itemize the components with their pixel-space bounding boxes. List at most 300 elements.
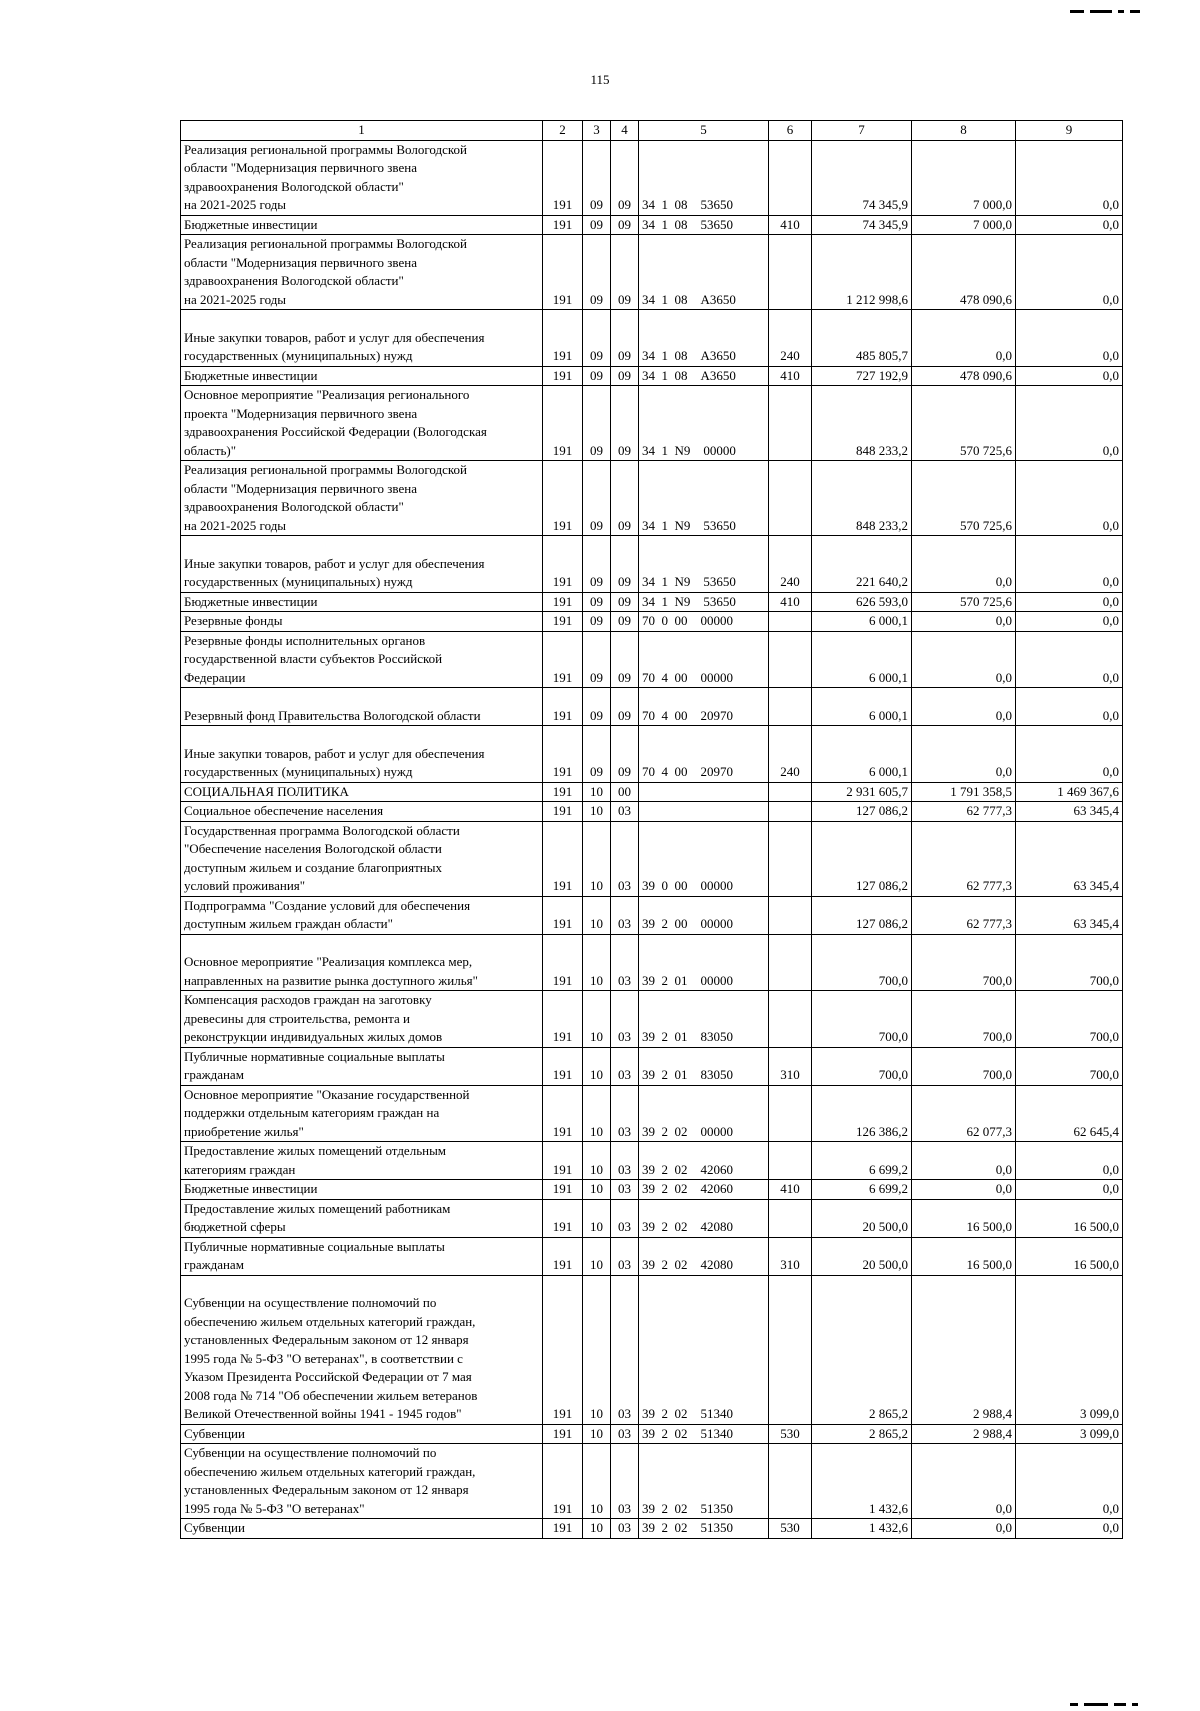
amount-col-7: 6 000,1 — [812, 688, 912, 726]
amount-col-7: 127 086,2 — [812, 821, 912, 896]
code-section: 10 — [583, 1237, 611, 1275]
table-row — [181, 802, 1123, 822]
row-name: Основное мероприятие "Реализация регионального проекта "Модернизация первичного звена здравоохранения Российской Федерации (Вологодская область)" — [181, 386, 543, 461]
code-section: 10 — [583, 1424, 611, 1444]
code-subsection: 09 — [611, 536, 639, 593]
code-section: 10 — [583, 896, 611, 934]
column-number: 2 — [543, 121, 583, 141]
code-target: 34 1 N9 53650 — [639, 461, 769, 536]
code-admin: 191 — [543, 1519, 583, 1539]
amount-col-9: 0,0 — [1016, 386, 1123, 461]
column-number: 3 — [583, 121, 611, 141]
code-subsection: 09 — [611, 631, 639, 688]
row-name: Субвенции на осуществление полномочий по обеспечению жильем отдельных категорий граждан, установленных Федеральным законом от 12 января 1995 года № 5-ФЗ "О ветеранах" — [181, 1444, 543, 1519]
code-expense-type — [769, 1275, 812, 1424]
code-target: 34 1 08 А3650 — [639, 366, 769, 386]
amount-col-7: 626 593,0 — [812, 592, 912, 612]
amount-col-8: 570 725,6 — [912, 461, 1016, 536]
row-name: Резервный фонд Правительства Вологодской области — [181, 688, 543, 726]
row-name: Государственная программа Вологодской области "Обеспечение населения Вологодской области доступным жильем и создание благоприятных условий проживания" — [181, 821, 543, 896]
code-expense-type: 240 — [769, 536, 812, 593]
code-subsection: 03 — [611, 1444, 639, 1519]
amount-col-7: 6 000,1 — [812, 726, 912, 783]
table-row — [181, 934, 1123, 991]
amount-col-7: 2 865,2 — [812, 1275, 912, 1424]
code-subsection: 03 — [611, 1519, 639, 1539]
table-row — [181, 688, 1123, 726]
budget-table — [180, 120, 1123, 1539]
amount-col-8: 0,0 — [912, 1519, 1016, 1539]
table-row — [181, 140, 1123, 215]
amount-col-8: 700,0 — [912, 1047, 1016, 1085]
amount-col-8: 62 777,3 — [912, 896, 1016, 934]
amount-col-9: 0,0 — [1016, 1180, 1123, 1200]
table-row — [181, 896, 1123, 934]
code-subsection: 09 — [611, 461, 639, 536]
code-section: 10 — [583, 1275, 611, 1424]
code-section: 10 — [583, 991, 611, 1048]
code-admin: 191 — [543, 536, 583, 593]
row-name: Основное мероприятие "Реализация комплекса мер, направленных на развитие рынка доступного жилья" — [181, 934, 543, 991]
code-admin: 191 — [543, 140, 583, 215]
amount-col-8: 0,0 — [912, 310, 1016, 367]
code-admin: 191 — [543, 310, 583, 367]
code-target: 34 1 08 53650 — [639, 140, 769, 215]
amount-col-9: 0,0 — [1016, 631, 1123, 688]
row-name: Бюджетные инвестиции — [181, 1180, 543, 1200]
code-subsection: 09 — [611, 310, 639, 367]
amount-col-7: 700,0 — [812, 991, 912, 1048]
amount-col-9: 0,0 — [1016, 310, 1123, 367]
row-name: Публичные нормативные социальные выплаты гражданам — [181, 1237, 543, 1275]
row-name: Резервные фонды исполнительных органов государственной власти субъектов Российской Федерации — [181, 631, 543, 688]
code-admin: 191 — [543, 215, 583, 235]
code-admin: 191 — [543, 1180, 583, 1200]
code-target: 34 1 N9 53650 — [639, 592, 769, 612]
code-target: 39 2 01 00000 — [639, 934, 769, 991]
code-admin: 191 — [543, 386, 583, 461]
code-section: 10 — [583, 1142, 611, 1180]
row-name: Субвенции на осуществление полномочий по обеспечению жильем отдельных категорий граждан, установленных Федеральным законом от 12 января 1995 года № 5-ФЗ "О ветеранах", в соответствии с Указом Президента Российской Федерации от 7 мая 2008 года № 714 "Об обеспечении жильем ветеранов Великой Отечественной войны 1941 - 1945 годов" — [181, 1275, 543, 1424]
table-row — [181, 310, 1123, 367]
code-target: 39 2 02 51340 — [639, 1275, 769, 1424]
code-target: 39 0 00 00000 — [639, 821, 769, 896]
table-row — [181, 536, 1123, 593]
amount-col-8: 0,0 — [912, 1180, 1016, 1200]
code-subsection: 09 — [611, 688, 639, 726]
amount-col-8: 0,0 — [912, 536, 1016, 593]
amount-col-9: 3 099,0 — [1016, 1424, 1123, 1444]
code-expense-type — [769, 1085, 812, 1142]
table-row — [181, 1199, 1123, 1237]
code-expense-type — [769, 896, 812, 934]
amount-col-7: 1 432,6 — [812, 1444, 912, 1519]
amount-col-8: 1 791 358,5 — [912, 782, 1016, 802]
code-expense-type — [769, 934, 812, 991]
code-subsection: 03 — [611, 991, 639, 1048]
row-name: Компенсация расходов граждан на заготовку древесины для строительства, ремонта и реконструкции индивидуальных жилых домов — [181, 991, 543, 1048]
code-expense-type — [769, 688, 812, 726]
amount-col-9: 0,0 — [1016, 688, 1123, 726]
code-admin: 191 — [543, 802, 583, 822]
amount-col-8: 62 777,3 — [912, 802, 1016, 822]
amount-col-9: 0,0 — [1016, 461, 1123, 536]
row-name: Предоставление жилых помещений отдельным категориям граждан — [181, 1142, 543, 1180]
code-expense-type: 410 — [769, 366, 812, 386]
amount-col-8: 478 090,6 — [912, 366, 1016, 386]
row-name: Социальное обеспечение населения — [181, 802, 543, 822]
column-number: 5 — [639, 121, 769, 141]
amount-col-8: 478 090,6 — [912, 235, 1016, 310]
code-admin: 191 — [543, 612, 583, 632]
amount-col-9: 0,0 — [1016, 1142, 1123, 1180]
code-admin: 191 — [543, 1424, 583, 1444]
scan-edge-mark-top — [1070, 0, 1180, 4]
row-name: Иные закупки товаров, работ и услуг для обеспечения государственных (муниципальных) нужд — [181, 536, 543, 593]
amount-col-7: 1 212 998,6 — [812, 235, 912, 310]
code-section: 10 — [583, 1444, 611, 1519]
code-section: 09 — [583, 235, 611, 310]
table-row — [181, 1424, 1123, 1444]
amount-col-8: 0,0 — [912, 612, 1016, 632]
amount-col-8: 700,0 — [912, 991, 1016, 1048]
code-subsection: 03 — [611, 1199, 639, 1237]
amount-col-9: 0,0 — [1016, 215, 1123, 235]
code-subsection: 00 — [611, 782, 639, 802]
code-section: 09 — [583, 386, 611, 461]
amount-col-9: 63 345,4 — [1016, 821, 1123, 896]
code-admin: 191 — [543, 821, 583, 896]
amount-col-8: 570 725,6 — [912, 386, 1016, 461]
column-number: 7 — [812, 121, 912, 141]
amount-col-9: 0,0 — [1016, 1519, 1123, 1539]
table-row — [181, 592, 1123, 612]
row-name: Бюджетные инвестиции — [181, 592, 543, 612]
amount-col-7: 6 000,1 — [812, 631, 912, 688]
amount-col-7: 221 640,2 — [812, 536, 912, 593]
amount-col-9: 16 500,0 — [1016, 1199, 1123, 1237]
amount-col-8: 62 077,3 — [912, 1085, 1016, 1142]
table-row — [181, 991, 1123, 1048]
code-expense-type — [769, 802, 812, 822]
row-name: Субвенции — [181, 1519, 543, 1539]
code-subsection: 03 — [611, 1047, 639, 1085]
code-section: 09 — [583, 366, 611, 386]
code-subsection: 03 — [611, 1180, 639, 1200]
code-target: 39 2 00 00000 — [639, 896, 769, 934]
code-subsection: 03 — [611, 821, 639, 896]
amount-col-8: 0,0 — [912, 1142, 1016, 1180]
code-expense-type: 240 — [769, 310, 812, 367]
table-row — [181, 215, 1123, 235]
code-expense-type: 310 — [769, 1047, 812, 1085]
code-section: 10 — [583, 802, 611, 822]
amount-col-7: 126 386,2 — [812, 1085, 912, 1142]
amount-col-7: 6 699,2 — [812, 1142, 912, 1180]
code-expense-type — [769, 1199, 812, 1237]
amount-col-9: 63 345,4 — [1016, 802, 1123, 822]
code-expense-type: 410 — [769, 1180, 812, 1200]
amount-col-9: 63 345,4 — [1016, 896, 1123, 934]
amount-col-9: 0,0 — [1016, 612, 1123, 632]
code-expense-type — [769, 782, 812, 802]
code-subsection: 03 — [611, 1424, 639, 1444]
code-section: 10 — [583, 1519, 611, 1539]
table-row — [181, 386, 1123, 461]
amount-col-8: 0,0 — [912, 631, 1016, 688]
row-name: СОЦИАЛЬНАЯ ПОЛИТИКА — [181, 782, 543, 802]
table-row — [181, 726, 1123, 783]
page-number: 115 — [590, 72, 610, 87]
code-subsection: 03 — [611, 802, 639, 822]
code-target: 39 2 02 00000 — [639, 1085, 769, 1142]
code-section: 10 — [583, 821, 611, 896]
code-target: 34 1 N9 53650 — [639, 536, 769, 593]
amount-col-8: 7 000,0 — [912, 140, 1016, 215]
amount-col-8: 7 000,0 — [912, 215, 1016, 235]
row-name: Бюджетные инвестиции — [181, 215, 543, 235]
code-section: 09 — [583, 726, 611, 783]
code-admin: 191 — [543, 934, 583, 991]
amount-col-7: 74 345,9 — [812, 140, 912, 215]
code-subsection: 03 — [611, 896, 639, 934]
code-target: 39 2 01 83050 — [639, 991, 769, 1048]
code-expense-type — [769, 612, 812, 632]
table-row — [181, 1519, 1123, 1539]
amount-col-9: 0,0 — [1016, 140, 1123, 215]
table-row — [181, 1085, 1123, 1142]
amount-col-9: 0,0 — [1016, 366, 1123, 386]
row-name: Реализация региональной программы Вологодской области "Модернизация первичного звена здравоохранения Вологодской области" на 2021-2025 годы — [181, 461, 543, 536]
amount-col-9: 1 469 367,6 — [1016, 782, 1123, 802]
column-number: 1 — [181, 121, 543, 141]
code-admin: 191 — [543, 726, 583, 783]
code-target: 39 2 02 42060 — [639, 1180, 769, 1200]
code-admin: 191 — [543, 1047, 583, 1085]
code-target: 39 2 02 42080 — [639, 1237, 769, 1275]
code-target: 70 0 00 00000 — [639, 612, 769, 632]
code-subsection: 09 — [611, 366, 639, 386]
code-target: 70 4 00 20970 — [639, 726, 769, 783]
column-number-row — [181, 121, 1123, 141]
code-expense-type — [769, 235, 812, 310]
row-name: Публичные нормативные социальные выплаты гражданам — [181, 1047, 543, 1085]
code-section: 09 — [583, 536, 611, 593]
code-target: 34 1 08 А3650 — [639, 310, 769, 367]
amount-col-7: 2 931 605,7 — [812, 782, 912, 802]
column-number: 6 — [769, 121, 812, 141]
code-section: 09 — [583, 461, 611, 536]
amount-col-9: 700,0 — [1016, 934, 1123, 991]
code-subsection: 03 — [611, 1275, 639, 1424]
code-expense-type — [769, 631, 812, 688]
amount-col-8: 0,0 — [912, 688, 1016, 726]
amount-col-9: 0,0 — [1016, 592, 1123, 612]
amount-col-8: 700,0 — [912, 934, 1016, 991]
code-expense-type: 410 — [769, 592, 812, 612]
code-subsection: 09 — [611, 235, 639, 310]
column-number: 9 — [1016, 121, 1123, 141]
code-expense-type — [769, 821, 812, 896]
code-expense-type: 530 — [769, 1519, 812, 1539]
code-admin: 191 — [543, 1444, 583, 1519]
amount-col-9: 0,0 — [1016, 1444, 1123, 1519]
amount-col-8: 16 500,0 — [912, 1199, 1016, 1237]
code-admin: 191 — [543, 1237, 583, 1275]
code-admin: 191 — [543, 896, 583, 934]
code-subsection: 09 — [611, 140, 639, 215]
code-section: 09 — [583, 688, 611, 726]
code-expense-type — [769, 1142, 812, 1180]
amount-col-8: 0,0 — [912, 1444, 1016, 1519]
code-subsection: 09 — [611, 215, 639, 235]
code-admin: 191 — [543, 1085, 583, 1142]
code-subsection: 09 — [611, 592, 639, 612]
code-expense-type — [769, 1444, 812, 1519]
table-row — [181, 631, 1123, 688]
code-target: 39 2 02 42080 — [639, 1199, 769, 1237]
amount-col-7: 20 500,0 — [812, 1237, 912, 1275]
code-expense-type: 410 — [769, 215, 812, 235]
code-expense-type — [769, 991, 812, 1048]
code-section: 10 — [583, 934, 611, 991]
code-target — [639, 782, 769, 802]
code-admin: 191 — [543, 991, 583, 1048]
row-name: Резервные фонды — [181, 612, 543, 632]
code-expense-type: 240 — [769, 726, 812, 783]
code-target: 39 2 02 51340 — [639, 1424, 769, 1444]
column-number: 8 — [912, 121, 1016, 141]
table-row — [181, 1142, 1123, 1180]
code-section: 09 — [583, 592, 611, 612]
code-section: 09 — [583, 631, 611, 688]
amount-col-7: 20 500,0 — [812, 1199, 912, 1237]
amount-col-7: 700,0 — [812, 934, 912, 991]
amount-col-9: 62 645,4 — [1016, 1085, 1123, 1142]
row-name: Субвенции — [181, 1424, 543, 1444]
table-row — [181, 612, 1123, 632]
amount-col-7: 2 865,2 — [812, 1424, 912, 1444]
code-admin: 191 — [543, 688, 583, 726]
amount-col-7: 727 192,9 — [812, 366, 912, 386]
code-section: 09 — [583, 310, 611, 367]
code-expense-type — [769, 461, 812, 536]
amount-col-9: 700,0 — [1016, 1047, 1123, 1085]
scan-edge-mark-bottom — [1070, 1693, 1180, 1697]
amount-col-8: 2 988,4 — [912, 1424, 1016, 1444]
row-name: Бюджетные инвестиции — [181, 366, 543, 386]
amount-col-7: 127 086,2 — [812, 896, 912, 934]
amount-col-7: 127 086,2 — [812, 802, 912, 822]
row-name: Реализация региональной программы Вологодской области "Модернизация первичного звена здравоохранения Вологодской области" на 2021-2025 годы — [181, 235, 543, 310]
amount-col-9: 0,0 — [1016, 235, 1123, 310]
code-section: 09 — [583, 215, 611, 235]
code-admin: 191 — [543, 592, 583, 612]
code-target: 70 4 00 00000 — [639, 631, 769, 688]
code-expense-type — [769, 386, 812, 461]
table-row — [181, 366, 1123, 386]
row-name: Подпрограмма "Создание условий для обеспечения доступным жильем граждан области" — [181, 896, 543, 934]
row-name: Предоставление жилых помещений работникам бюджетной сферы — [181, 1199, 543, 1237]
table-row — [181, 461, 1123, 536]
table-row — [181, 1237, 1123, 1275]
code-admin: 191 — [543, 461, 583, 536]
amount-col-9: 0,0 — [1016, 726, 1123, 783]
table-row — [181, 1180, 1123, 1200]
code-target: 39 2 01 83050 — [639, 1047, 769, 1085]
amount-col-9: 3 099,0 — [1016, 1275, 1123, 1424]
code-subsection: 03 — [611, 934, 639, 991]
code-target: 39 2 02 51350 — [639, 1519, 769, 1539]
code-section: 10 — [583, 1180, 611, 1200]
table-row — [181, 821, 1123, 896]
code-subsection: 09 — [611, 726, 639, 783]
code-section: 10 — [583, 1085, 611, 1142]
code-target: 39 2 02 51350 — [639, 1444, 769, 1519]
code-admin: 191 — [543, 235, 583, 310]
row-name: Иные закупки товаров, работ и услуг для обеспечения государственных (муниципальных) нужд — [181, 726, 543, 783]
amount-col-9: 16 500,0 — [1016, 1237, 1123, 1275]
code-target: 34 1 08 А3650 — [639, 235, 769, 310]
row-name: Реализация региональной программы Вологодской области "Модернизация первичного звена здравоохранения Вологодской области" на 2021-2025 годы — [181, 140, 543, 215]
amount-col-7: 848 233,2 — [812, 461, 912, 536]
code-subsection: 09 — [611, 386, 639, 461]
row-name: Основное мероприятие "Оказание государственной поддержки отдельным категориям граждан на приобретение жилья" — [181, 1085, 543, 1142]
code-section: 10 — [583, 782, 611, 802]
code-subsection: 03 — [611, 1142, 639, 1180]
code-admin: 191 — [543, 1142, 583, 1180]
table-row — [181, 1275, 1123, 1424]
code-expense-type: 530 — [769, 1424, 812, 1444]
table-row — [181, 235, 1123, 310]
code-target: 39 2 02 42060 — [639, 1142, 769, 1180]
code-subsection: 03 — [611, 1237, 639, 1275]
amount-col-8: 16 500,0 — [912, 1237, 1016, 1275]
code-admin: 191 — [543, 366, 583, 386]
amount-col-7: 485 805,7 — [812, 310, 912, 367]
amount-col-7: 700,0 — [812, 1047, 912, 1085]
amount-col-8: 570 725,6 — [912, 592, 1016, 612]
code-section: 09 — [583, 140, 611, 215]
amount-col-7: 6 699,2 — [812, 1180, 912, 1200]
code-section: 10 — [583, 1047, 611, 1085]
column-number: 4 — [611, 121, 639, 141]
amount-col-8: 2 988,4 — [912, 1275, 1016, 1424]
amount-col-8: 62 777,3 — [912, 821, 1016, 896]
code-target: 34 1 N9 00000 — [639, 386, 769, 461]
code-section: 10 — [583, 1199, 611, 1237]
code-admin: 191 — [543, 1275, 583, 1424]
code-subsection: 09 — [611, 612, 639, 632]
amount-col-7: 6 000,1 — [812, 612, 912, 632]
amount-col-7: 74 345,9 — [812, 215, 912, 235]
code-admin: 191 — [543, 1199, 583, 1237]
code-target — [639, 802, 769, 822]
code-expense-type — [769, 140, 812, 215]
amount-col-8: 0,0 — [912, 726, 1016, 783]
amount-col-7: 848 233,2 — [812, 386, 912, 461]
table-body — [181, 121, 1123, 1539]
code-admin: 191 — [543, 782, 583, 802]
code-target: 70 4 00 20970 — [639, 688, 769, 726]
code-admin: 191 — [543, 631, 583, 688]
table-row — [181, 1444, 1123, 1519]
code-subsection: 03 — [611, 1085, 639, 1142]
amount-col-9: 700,0 — [1016, 991, 1123, 1048]
table-row — [181, 782, 1123, 802]
code-expense-type: 310 — [769, 1237, 812, 1275]
amount-col-7: 1 432,6 — [812, 1519, 912, 1539]
